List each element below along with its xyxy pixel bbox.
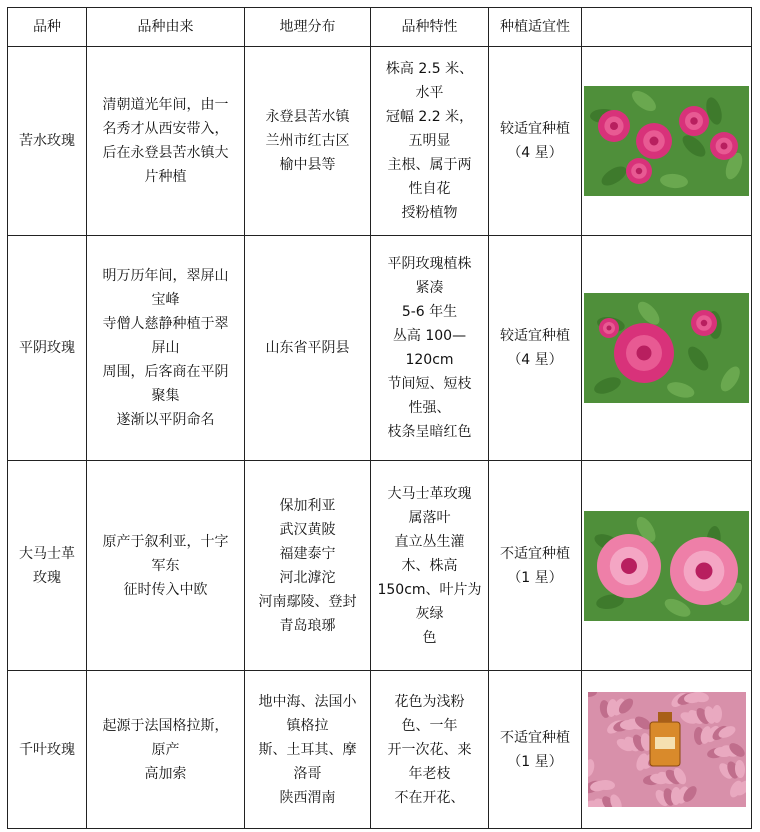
- variety-traits-line: 株高 2.5 米、: [385, 61, 474, 77]
- variety-geography-line: 永登县苦水镇: [265, 109, 350, 125]
- table-row: [8, 461, 752, 671]
- variety-traits-line: 平阴玫瑰植株: [387, 256, 472, 272]
- variety-traits-line: 开一次花、来: [387, 741, 472, 758]
- variety-traits: [371, 236, 489, 461]
- variety-origin-line: 片种植: [144, 169, 187, 185]
- rose-photo: [584, 511, 749, 621]
- variety-geography-line: 陕西渭南: [279, 789, 336, 806]
- variety-traits-line: 水平: [415, 85, 444, 101]
- variety-traits-line: 灰绿: [415, 605, 444, 622]
- variety-photo: [582, 461, 752, 671]
- variety-traits-line: 花色为浅粉: [394, 693, 465, 710]
- variety-name: [8, 671, 87, 829]
- variety-geography-line: 斯、土耳其、摩: [258, 741, 357, 758]
- variety-origin-line: 高加索: [144, 765, 187, 782]
- variety-traits: [371, 671, 489, 829]
- variety-traits-line: 色: [422, 629, 437, 646]
- variety-traits-line: 节间短、短枝: [387, 376, 472, 392]
- variety-suitability: [489, 47, 582, 236]
- variety-name-line: 大马士革: [19, 545, 75, 562]
- variety-origin-line: 起源于法国格拉斯，: [102, 717, 229, 734]
- variety-name: [8, 236, 87, 461]
- variety-origin-line: 名秀才从西安带入，: [102, 121, 229, 137]
- table-row: [8, 671, 752, 829]
- variety-name: [8, 461, 87, 671]
- perfume-photo: [588, 692, 746, 807]
- variety-traits-line: 150cm、叶片为: [377, 581, 482, 598]
- variety-suitability-line: 较适宜种植: [500, 328, 570, 344]
- variety-traits: [371, 47, 489, 236]
- variety-origin-line: 宝峰: [151, 292, 180, 308]
- variety-traits-line: 性自花: [408, 181, 451, 197]
- header-origin: 品种由来: [87, 8, 245, 47]
- variety-traits-line: 年老枝: [408, 765, 451, 782]
- variety-geography-line: 福建泰宁: [279, 545, 336, 562]
- variety-traits-line: 紧凑: [415, 280, 444, 296]
- variety-traits-line: 大马士革玫瑰: [387, 485, 472, 502]
- variety-origin: [87, 461, 245, 671]
- variety-suitability: [489, 236, 582, 461]
- variety-name-line: 平阴玫瑰: [19, 340, 75, 356]
- variety-suitability-line: 不适宜种植: [500, 545, 570, 562]
- variety-origin-line: 聚集: [151, 388, 180, 404]
- variety-origin: [87, 236, 245, 461]
- variety-origin-line: 军东: [151, 557, 180, 574]
- variety-traits-line: 属落叶: [408, 509, 451, 526]
- variety-suitability-line: 较适宜种植: [500, 121, 570, 137]
- rose-photo: [584, 86, 749, 196]
- variety-traits-line: 五明显: [408, 133, 451, 149]
- variety-geography-line: 榆中县等: [279, 157, 336, 173]
- variety-origin-line: 征时传入中欧: [123, 581, 208, 598]
- variety-suitability-line: （4 星）: [507, 352, 563, 368]
- variety-origin-line: 遂渐以平阴命名: [116, 412, 215, 428]
- variety-traits-line: 直立丛生灌: [394, 533, 465, 550]
- variety-geography-line: 武汉黄陂: [279, 521, 336, 538]
- variety-traits-line: 色、一年: [401, 717, 458, 734]
- variety-photo: [582, 236, 752, 461]
- variety-name: [8, 47, 87, 236]
- variety-origin-line: 清朝道光年间，由一: [102, 97, 229, 113]
- header-traits: 品种特性: [371, 8, 489, 47]
- variety-photo: [582, 47, 752, 236]
- variety-geography: [245, 671, 371, 829]
- variety-traits-line: 5-6 年生: [401, 304, 458, 320]
- variety-traits-line: 丛高 100—: [392, 328, 467, 344]
- variety-traits-line: 性强、: [408, 400, 451, 416]
- header-suitability: 种植适宜性: [489, 8, 582, 47]
- variety-name-line: 苦水玫瑰: [19, 133, 75, 149]
- header-variety: 品种: [8, 8, 87, 47]
- variety-photo: [582, 671, 752, 829]
- variety-geography-line: 青岛琅琊: [279, 617, 336, 634]
- variety-geography-line: 洛哥: [293, 765, 322, 782]
- variety-geography-line: 河南鄢陵、登封: [258, 593, 357, 610]
- variety-suitability-line: （4 星）: [507, 145, 563, 161]
- variety-geography: [245, 236, 371, 461]
- variety-geography-line: 保加利亚: [279, 497, 336, 514]
- variety-traits-line: 冠幅 2.2 米，: [385, 109, 474, 125]
- variety-geography-line: 地中海、法国小: [258, 693, 357, 710]
- variety-origin-line: 后在永登县苦水镇大: [102, 145, 229, 161]
- variety-origin: [87, 47, 245, 236]
- variety-origin: [87, 671, 245, 829]
- variety-traits-line: 枝条呈暗红色: [387, 424, 472, 440]
- table-row: [8, 236, 752, 461]
- variety-traits-line: 授粉植物: [401, 205, 458, 221]
- variety-suitability-line: （1 星）: [507, 569, 563, 586]
- table-row: [8, 47, 752, 236]
- variety-geography-line: 山东省平阴县: [265, 340, 350, 356]
- variety-geography-line: 河北滹沱: [279, 569, 336, 586]
- header-geography: 地理分布: [245, 8, 371, 47]
- variety-origin-line: 原产: [151, 741, 180, 758]
- variety-origin-line: 寺僧人慈静种植于翠: [102, 316, 229, 332]
- variety-suitability-line: 不适宜种植: [500, 729, 570, 746]
- header-photo: [582, 8, 752, 47]
- variety-suitability-line: （1 星）: [507, 753, 563, 770]
- variety-geography: [245, 47, 371, 236]
- variety-origin-line: 明万历年间，翠屏山: [102, 268, 229, 284]
- variety-name-line: 玫瑰: [33, 569, 61, 586]
- header-row: [8, 8, 752, 47]
- rose-varieties-table: [7, 7, 752, 829]
- variety-origin-line: 周围，后客商在平阴: [102, 364, 229, 380]
- variety-traits-line: 120cm: [405, 352, 454, 368]
- variety-suitability: [489, 671, 582, 829]
- variety-suitability: [489, 461, 582, 671]
- variety-name-line: 千叶玫瑰: [19, 741, 75, 758]
- variety-traits-line: 主根、属于两: [387, 157, 472, 173]
- variety-traits-line: 不在开花、: [394, 789, 465, 806]
- variety-geography-line: 兰州市红古区: [265, 133, 350, 149]
- variety-traits: [371, 461, 489, 671]
- variety-traits-line: 木、株高: [401, 557, 458, 574]
- variety-geography: [245, 461, 371, 671]
- variety-origin-line: 原产于叙利亚，十字: [102, 533, 229, 550]
- rose-photo: [584, 293, 749, 403]
- variety-origin-line: 屏山: [151, 340, 180, 356]
- variety-geography-line: 镇格拉: [286, 717, 329, 734]
